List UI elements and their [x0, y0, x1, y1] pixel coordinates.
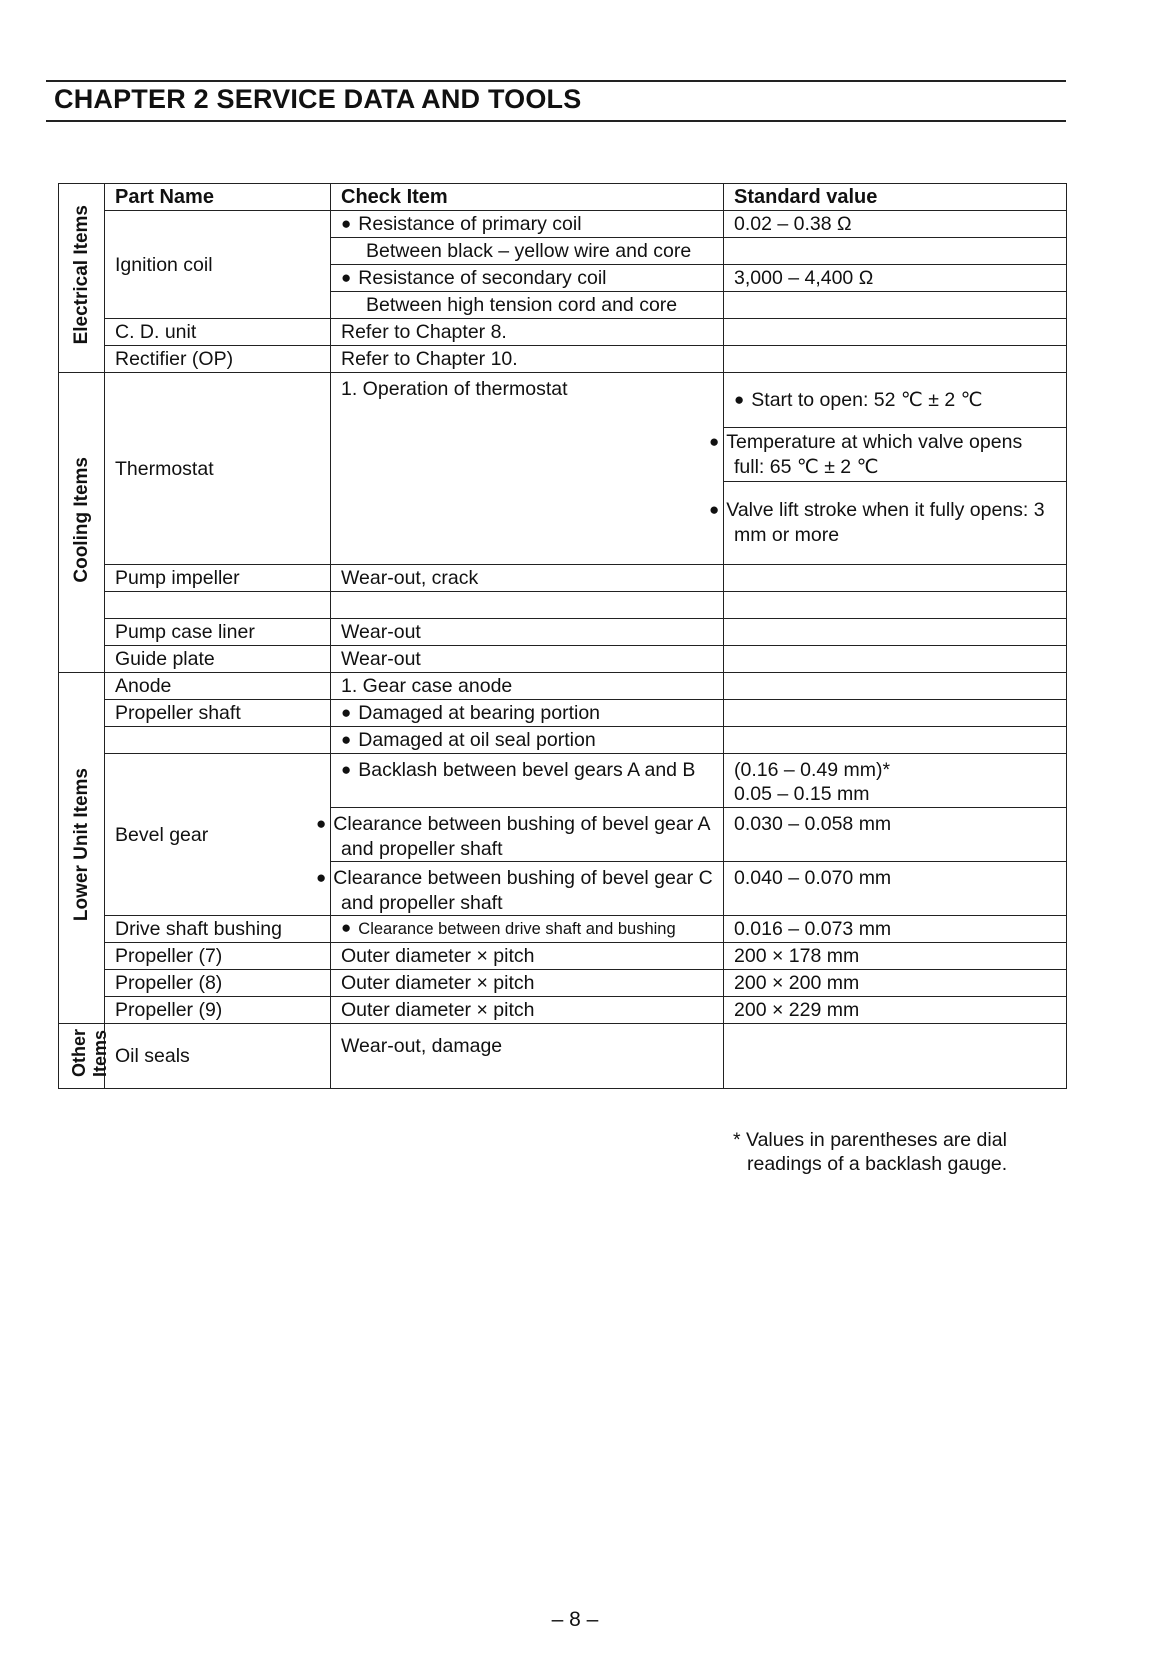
std-empty — [724, 646, 1067, 673]
bottom-rule — [46, 120, 1066, 122]
std-empty — [724, 346, 1067, 373]
std-empty — [724, 319, 1067, 346]
page-number: – 8 – — [551, 1608, 599, 1631]
table-row — [59, 565, 1067, 592]
part-oil-seals: Oil seals — [105, 1024, 331, 1089]
table-row — [59, 211, 1067, 238]
part-guide-plate: Guide plate — [105, 646, 331, 673]
table-header-row — [59, 184, 1067, 211]
check-thermostat: 1. Operation of thermostat — [331, 373, 724, 565]
part-thermostat: Thermostat — [105, 373, 331, 565]
group-label-lower-unit: Lower Unit Items — [59, 673, 105, 1024]
part-rectifier: Rectifier (OP) — [105, 346, 331, 373]
check-drive-shaft-bushing: ● Clearance between drive shaft and bushing — [331, 916, 724, 943]
table-row — [59, 592, 1067, 619]
header-check-item: Check Item — [331, 184, 724, 211]
check-clearance-gear-a: ● Clearance between bushing of bevel gear A and propeller shaft — [331, 808, 724, 862]
std-empty — [724, 592, 1067, 619]
part-pump-impeller: Pump impeller — [105, 565, 331, 592]
check-rectifier: Refer to Chapter 10. — [331, 346, 724, 373]
std-lift-stroke: ● Valve lift stroke when it fully opens: 3 mm or more — [724, 482, 1067, 565]
service-data-table — [58, 183, 1067, 1089]
footnote-line-2: readings of a backlash gauge. — [747, 1153, 1008, 1175]
part-empty — [105, 727, 331, 754]
footnote — [733, 1128, 1007, 1176]
part-propeller-8: Propeller (8) — [105, 970, 331, 997]
part-cd-unit: C. D. unit — [105, 319, 331, 346]
check-clearance-gear-c: ● Clearance between bushing of bevel gear C and propeller shaft — [331, 862, 724, 916]
table-row — [59, 754, 1067, 808]
part-ignition-coil: Ignition coil — [105, 211, 331, 319]
check-empty — [331, 592, 724, 619]
table-row — [59, 700, 1067, 727]
check-primary-between: Between black – yellow wire and core — [331, 238, 724, 265]
check-propeller-7: Outer diameter × pitch — [331, 943, 724, 970]
part-propeller-9: Propeller (9) — [105, 997, 331, 1024]
table-row — [59, 727, 1067, 754]
table-row — [59, 1024, 1067, 1089]
std-empty — [724, 673, 1067, 700]
check-secondary-coil: ● Resistance of secondary coil — [331, 265, 724, 292]
check-anode: 1. Gear case anode — [331, 673, 724, 700]
std-empty — [724, 565, 1067, 592]
check-secondary-between: Between high tension cord and core — [331, 292, 724, 319]
std-propeller-9: 200 × 229 mm — [724, 997, 1067, 1024]
std-empty — [724, 238, 1067, 265]
part-empty — [105, 592, 331, 619]
table-row — [59, 943, 1067, 970]
table-row — [59, 373, 1067, 428]
std-propeller-7: 200 × 178 mm — [724, 943, 1067, 970]
check-oil-seals: Wear-out, damage — [331, 1024, 724, 1089]
table-row — [59, 646, 1067, 673]
std-empty — [724, 727, 1067, 754]
std-empty — [724, 292, 1067, 319]
top-rule — [46, 80, 1066, 82]
std-empty — [724, 1024, 1067, 1089]
std-backlash: (0.16 – 0.49 mm)* 0.05 – 0.15 mm — [724, 754, 1067, 808]
chapter-title: CHAPTER 2 SERVICE DATA AND TOOLS — [54, 84, 582, 114]
check-cd-unit: Refer to Chapter 8. — [331, 319, 724, 346]
std-propeller-8: 200 × 200 mm — [724, 970, 1067, 997]
part-drive-shaft-bushing: Drive shaft bushing — [105, 916, 331, 943]
check-bearing-portion: ● Damaged at bearing portion — [331, 700, 724, 727]
std-empty — [724, 700, 1067, 727]
check-pump-impeller: Wear-out, crack — [331, 565, 724, 592]
check-guide-plate: Wear-out — [331, 646, 724, 673]
std-drive-shaft-bushing: 0.016 – 0.073 mm — [724, 916, 1067, 943]
std-clearance-gear-c: 0.040 – 0.070 mm — [724, 862, 1067, 916]
part-pump-case-liner: Pump case liner — [105, 619, 331, 646]
header-part-name: Part Name — [105, 184, 331, 211]
footnote-line-1: * Values in parentheses are dial — [733, 1129, 1007, 1151]
part-propeller-7: Propeller (7) — [105, 943, 331, 970]
std-secondary-coil: 3,000 – 4,400 Ω — [724, 265, 1067, 292]
check-propeller-8: Outer diameter × pitch — [331, 970, 724, 997]
check-propeller-9: Outer diameter × pitch — [331, 997, 724, 1024]
table-row — [59, 619, 1067, 646]
check-backlash: ● Backlash between bevel gears A and B — [331, 754, 724, 808]
table-row — [59, 673, 1067, 700]
std-clearance-gear-a: 0.030 – 0.058 mm — [724, 808, 1067, 862]
std-start-open: ● Start to open: 52 ℃ ± 2 ℃ — [724, 373, 1067, 428]
table-row — [59, 916, 1067, 943]
part-bevel-gear: Bevel gear — [105, 754, 331, 916]
std-open-full: ● Temperature at which valve opens full: 65 ℃ ± 2 ℃ — [724, 428, 1067, 482]
table-row — [59, 997, 1067, 1024]
part-propeller-shaft: Propeller shaft — [105, 700, 331, 727]
check-oil-seal-portion: ● Damaged at oil seal portion — [331, 727, 724, 754]
header-standard-value: Standard value — [724, 184, 1067, 211]
part-anode: Anode — [105, 673, 331, 700]
group-label-electrical: Electrical Items — [59, 184, 105, 373]
table-row — [59, 970, 1067, 997]
group-label-cooling: Cooling Items — [59, 373, 105, 673]
table-row — [59, 319, 1067, 346]
table-row — [59, 346, 1067, 373]
check-pump-case-liner: Wear-out — [331, 619, 724, 646]
std-primary-coil: 0.02 – 0.38 Ω — [724, 211, 1067, 238]
group-label-other: Other Items — [59, 1024, 105, 1089]
std-empty — [724, 619, 1067, 646]
check-primary-coil: ● Resistance of primary coil — [331, 211, 724, 238]
